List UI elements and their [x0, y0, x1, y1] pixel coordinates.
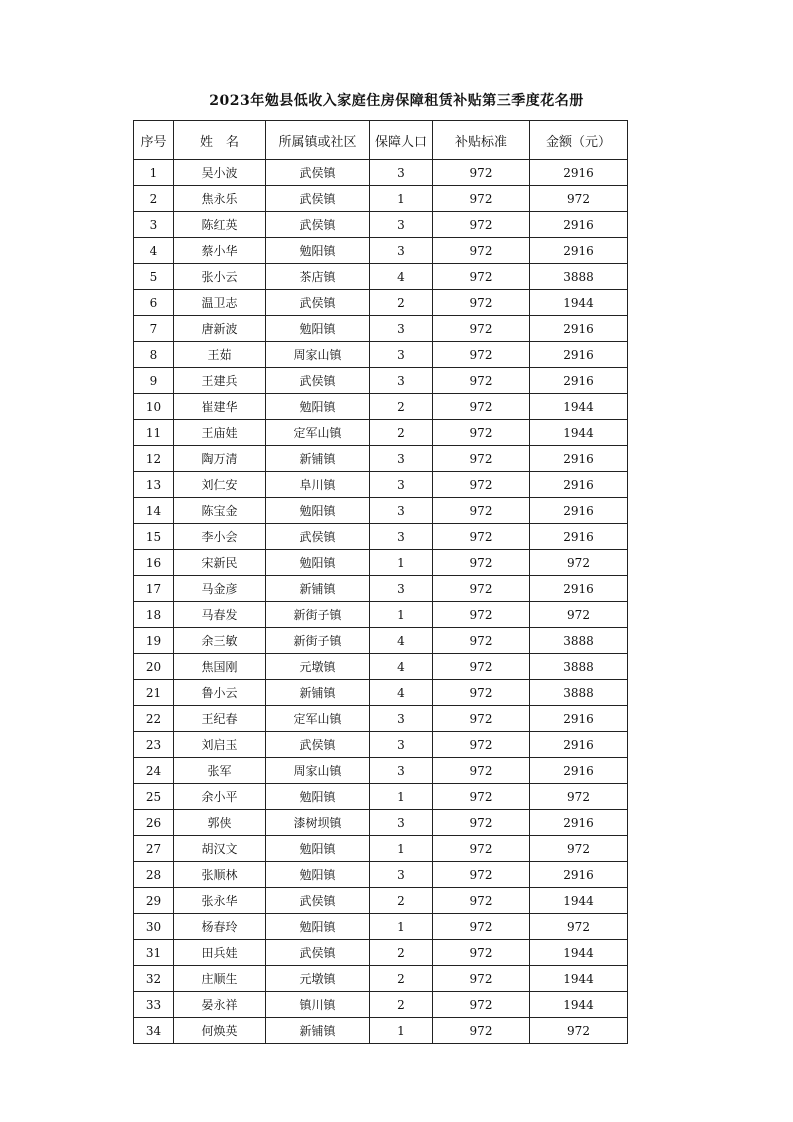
cell-name: 张永华: [174, 888, 266, 914]
cell-town: 新铺镇: [266, 576, 370, 602]
cell-name: 张顺林: [174, 862, 266, 888]
table-row: [134, 862, 628, 888]
cell-name: 余小平: [174, 784, 266, 810]
cell-index: 25: [134, 784, 174, 810]
cell-household-size: 3: [370, 576, 433, 602]
cell-index: 3: [134, 212, 174, 238]
cell-amount: 1944: [530, 420, 628, 446]
cell-town: 新街子镇: [266, 628, 370, 654]
cell-town: 武侯镇: [266, 212, 370, 238]
header-subsidy-standard: 补贴标准: [433, 121, 530, 160]
cell-town: 定军山镇: [266, 706, 370, 732]
cell-household-size: 2: [370, 888, 433, 914]
cell-town: 定军山镇: [266, 420, 370, 446]
cell-town: 勉阳镇: [266, 316, 370, 342]
cell-subsidy-standard: 972: [433, 160, 530, 186]
cell-amount: 3888: [530, 654, 628, 680]
cell-index: 20: [134, 654, 174, 680]
cell-name: 晏永祥: [174, 992, 266, 1018]
table-row: [134, 576, 628, 602]
cell-name: 陶万清: [174, 446, 266, 472]
cell-name: 焦国刚: [174, 654, 266, 680]
cell-subsidy-standard: 972: [433, 914, 530, 940]
table-row: [134, 186, 628, 212]
cell-household-size: 3: [370, 342, 433, 368]
cell-town: 武侯镇: [266, 368, 370, 394]
cell-subsidy-standard: 972: [433, 836, 530, 862]
cell-subsidy-standard: 972: [433, 706, 530, 732]
header-town: 所属镇或社区: [266, 121, 370, 160]
cell-town: 元墩镇: [266, 966, 370, 992]
cell-subsidy-standard: 972: [433, 524, 530, 550]
cell-amount: 2916: [530, 758, 628, 784]
cell-town: 武侯镇: [266, 732, 370, 758]
cell-index: 12: [134, 446, 174, 472]
cell-index: 19: [134, 628, 174, 654]
table-row: [134, 212, 628, 238]
cell-name: 田兵娃: [174, 940, 266, 966]
cell-subsidy-standard: 972: [433, 186, 530, 212]
cell-town: 勉阳镇: [266, 914, 370, 940]
cell-town: 勉阳镇: [266, 862, 370, 888]
cell-subsidy-standard: 972: [433, 1018, 530, 1044]
cell-amount: 2916: [530, 732, 628, 758]
cell-name: 余三敏: [174, 628, 266, 654]
table-header-row: [134, 121, 628, 160]
cell-amount: 1944: [530, 940, 628, 966]
table-row: [134, 810, 628, 836]
cell-amount: 972: [530, 550, 628, 576]
cell-amount: 972: [530, 836, 628, 862]
table-row: [134, 940, 628, 966]
cell-amount: 1944: [530, 290, 628, 316]
cell-index: 31: [134, 940, 174, 966]
table-row: [134, 238, 628, 264]
table-row: [134, 420, 628, 446]
cell-town: 武侯镇: [266, 160, 370, 186]
cell-household-size: 2: [370, 394, 433, 420]
cell-household-size: 3: [370, 524, 433, 550]
cell-household-size: 3: [370, 316, 433, 342]
cell-index: 29: [134, 888, 174, 914]
cell-index: 34: [134, 1018, 174, 1044]
cell-name: 焦永乐: [174, 186, 266, 212]
cell-town: 茶店镇: [266, 264, 370, 290]
table-row: [134, 888, 628, 914]
cell-index: 17: [134, 576, 174, 602]
cell-name: 张小云: [174, 264, 266, 290]
cell-subsidy-standard: 972: [433, 550, 530, 576]
cell-index: 2: [134, 186, 174, 212]
cell-household-size: 3: [370, 446, 433, 472]
cell-town: 武侯镇: [266, 888, 370, 914]
table-row: [134, 316, 628, 342]
cell-subsidy-standard: 972: [433, 264, 530, 290]
cell-household-size: 1: [370, 914, 433, 940]
cell-amount: 972: [530, 186, 628, 212]
cell-household-size: 4: [370, 680, 433, 706]
table-row: [134, 472, 628, 498]
cell-town: 新铺镇: [266, 1018, 370, 1044]
cell-index: 16: [134, 550, 174, 576]
cell-name: 马金彦: [174, 576, 266, 602]
cell-amount: 2916: [530, 810, 628, 836]
cell-town: 武侯镇: [266, 524, 370, 550]
cell-household-size: 1: [370, 1018, 433, 1044]
cell-index: 10: [134, 394, 174, 420]
header-household-size: 保障人口: [370, 121, 433, 160]
cell-name: 王纪春: [174, 706, 266, 732]
cell-index: 24: [134, 758, 174, 784]
cell-town: 勉阳镇: [266, 238, 370, 264]
cell-subsidy-standard: 972: [433, 446, 530, 472]
cell-index: 30: [134, 914, 174, 940]
cell-name: 郭侠: [174, 810, 266, 836]
cell-amount: 1944: [530, 888, 628, 914]
cell-name: 刘启玉: [174, 732, 266, 758]
cell-town: 周家山镇: [266, 758, 370, 784]
cell-town: 阜川镇: [266, 472, 370, 498]
table-row: [134, 914, 628, 940]
cell-subsidy-standard: 972: [433, 394, 530, 420]
cell-town: 新街子镇: [266, 602, 370, 628]
cell-amount: 972: [530, 1018, 628, 1044]
cell-amount: 2916: [530, 160, 628, 186]
cell-index: 9: [134, 368, 174, 394]
cell-name: 陈红英: [174, 212, 266, 238]
cell-name: 吴小波: [174, 160, 266, 186]
cell-name: 陈宝金: [174, 498, 266, 524]
header-index: 序号: [134, 121, 174, 160]
cell-subsidy-standard: 972: [433, 290, 530, 316]
cell-subsidy-standard: 972: [433, 940, 530, 966]
cell-subsidy-standard: 972: [433, 784, 530, 810]
cell-town: 新铺镇: [266, 680, 370, 706]
cell-household-size: 3: [370, 732, 433, 758]
cell-town: 武侯镇: [266, 290, 370, 316]
cell-amount: 1944: [530, 966, 628, 992]
cell-town: 勉阳镇: [266, 394, 370, 420]
table-row: [134, 160, 628, 186]
cell-index: 28: [134, 862, 174, 888]
table-row: [134, 654, 628, 680]
cell-household-size: 1: [370, 186, 433, 212]
cell-household-size: 3: [370, 212, 433, 238]
cell-household-size: 3: [370, 238, 433, 264]
cell-amount: 1944: [530, 394, 628, 420]
cell-town: 周家山镇: [266, 342, 370, 368]
cell-amount: 2916: [530, 238, 628, 264]
cell-amount: 2916: [530, 576, 628, 602]
table-row: [134, 680, 628, 706]
cell-household-size: 2: [370, 992, 433, 1018]
cell-amount: 3888: [530, 264, 628, 290]
cell-household-size: 3: [370, 498, 433, 524]
cell-town: 勉阳镇: [266, 498, 370, 524]
cell-index: 32: [134, 966, 174, 992]
cell-index: 7: [134, 316, 174, 342]
table-row: [134, 342, 628, 368]
cell-household-size: 3: [370, 706, 433, 732]
cell-name: 王建兵: [174, 368, 266, 394]
cell-index: 15: [134, 524, 174, 550]
table-row: [134, 446, 628, 472]
cell-subsidy-standard: 972: [433, 420, 530, 446]
cell-subsidy-standard: 972: [433, 680, 530, 706]
cell-index: 5: [134, 264, 174, 290]
cell-amount: 2916: [530, 368, 628, 394]
cell-amount: 972: [530, 602, 628, 628]
cell-index: 23: [134, 732, 174, 758]
table-row: [134, 550, 628, 576]
table-row: [134, 706, 628, 732]
cell-index: 26: [134, 810, 174, 836]
table-row: [134, 966, 628, 992]
cell-subsidy-standard: 972: [433, 732, 530, 758]
cell-subsidy-standard: 972: [433, 888, 530, 914]
cell-name: 鲁小云: [174, 680, 266, 706]
cell-subsidy-standard: 972: [433, 628, 530, 654]
cell-index: 14: [134, 498, 174, 524]
cell-index: 8: [134, 342, 174, 368]
cell-subsidy-standard: 972: [433, 992, 530, 1018]
table-row: [134, 602, 628, 628]
cell-index: 21: [134, 680, 174, 706]
cell-household-size: 2: [370, 290, 433, 316]
table-row: [134, 784, 628, 810]
cell-household-size: 3: [370, 862, 433, 888]
cell-name: 温卫志: [174, 290, 266, 316]
table-row: [134, 498, 628, 524]
cell-amount: 972: [530, 784, 628, 810]
cell-name: 刘仁安: [174, 472, 266, 498]
cell-town: 漆树坝镇: [266, 810, 370, 836]
table-row: [134, 290, 628, 316]
roster-table: [133, 120, 628, 1044]
table-row: [134, 1018, 628, 1044]
cell-name: 宋新民: [174, 550, 266, 576]
table-row: [134, 732, 628, 758]
cell-subsidy-standard: 972: [433, 342, 530, 368]
cell-index: 6: [134, 290, 174, 316]
cell-subsidy-standard: 972: [433, 368, 530, 394]
cell-subsidy-standard: 972: [433, 576, 530, 602]
cell-name: 王茹: [174, 342, 266, 368]
table-row: [134, 992, 628, 1018]
cell-index: 18: [134, 602, 174, 628]
cell-index: 4: [134, 238, 174, 264]
cell-household-size: 2: [370, 420, 433, 446]
table-body: [134, 160, 628, 1044]
cell-name: 李小会: [174, 524, 266, 550]
cell-household-size: 3: [370, 472, 433, 498]
cell-household-size: 3: [370, 758, 433, 784]
cell-amount: 2916: [530, 212, 628, 238]
cell-household-size: 3: [370, 810, 433, 836]
cell-name: 庄顺生: [174, 966, 266, 992]
header-amount: 金额（元）: [530, 121, 628, 160]
cell-subsidy-standard: 972: [433, 810, 530, 836]
cell-index: 13: [134, 472, 174, 498]
table-row: [134, 264, 628, 290]
table-row: [134, 758, 628, 784]
cell-town: 元墩镇: [266, 654, 370, 680]
cell-household-size: 1: [370, 602, 433, 628]
cell-amount: 3888: [530, 680, 628, 706]
page-title: 2023年勉县低收入家庭住房保障租赁补贴第三季度花名册: [209, 93, 584, 109]
cell-household-size: 4: [370, 264, 433, 290]
cell-subsidy-standard: 972: [433, 758, 530, 784]
cell-index: 33: [134, 992, 174, 1018]
cell-subsidy-standard: 972: [433, 602, 530, 628]
cell-household-size: 2: [370, 966, 433, 992]
cell-amount: 3888: [530, 628, 628, 654]
cell-town: 武侯镇: [266, 186, 370, 212]
cell-amount: 2916: [530, 446, 628, 472]
cell-index: 22: [134, 706, 174, 732]
cell-town: 武侯镇: [266, 940, 370, 966]
cell-town: 勉阳镇: [266, 836, 370, 862]
cell-subsidy-standard: 972: [433, 472, 530, 498]
cell-amount: 2916: [530, 706, 628, 732]
table-row: [134, 524, 628, 550]
table-row: [134, 628, 628, 654]
table-row: [134, 394, 628, 420]
cell-town: 新铺镇: [266, 446, 370, 472]
cell-index: 1: [134, 160, 174, 186]
cell-household-size: 4: [370, 628, 433, 654]
cell-amount: 2916: [530, 472, 628, 498]
cell-index: 11: [134, 420, 174, 446]
cell-name: 何焕英: [174, 1018, 266, 1044]
cell-household-size: 2: [370, 940, 433, 966]
cell-amount: 2916: [530, 498, 628, 524]
cell-name: 唐新波: [174, 316, 266, 342]
cell-town: 勉阳镇: [266, 784, 370, 810]
cell-household-size: 1: [370, 784, 433, 810]
cell-name: 马春发: [174, 602, 266, 628]
cell-amount: 2916: [530, 524, 628, 550]
cell-town: 勉阳镇: [266, 550, 370, 576]
cell-name: 王庙娃: [174, 420, 266, 446]
cell-subsidy-standard: 972: [433, 498, 530, 524]
cell-subsidy-standard: 972: [433, 238, 530, 264]
cell-name: 崔建华: [174, 394, 266, 420]
cell-name: 杨春玲: [174, 914, 266, 940]
cell-household-size: 4: [370, 654, 433, 680]
cell-subsidy-standard: 972: [433, 862, 530, 888]
cell-subsidy-standard: 972: [433, 654, 530, 680]
cell-name: 蔡小华: [174, 238, 266, 264]
cell-household-size: 1: [370, 836, 433, 862]
cell-amount: 2916: [530, 862, 628, 888]
cell-subsidy-standard: 972: [433, 966, 530, 992]
cell-amount: 2916: [530, 342, 628, 368]
cell-name: 胡汉文: [174, 836, 266, 862]
cell-household-size: 1: [370, 550, 433, 576]
cell-index: 27: [134, 836, 174, 862]
table-row: [134, 836, 628, 862]
cell-town: 镇川镇: [266, 992, 370, 1018]
cell-amount: 972: [530, 914, 628, 940]
table-row: [134, 368, 628, 394]
cell-subsidy-standard: 972: [433, 316, 530, 342]
cell-name: 张军: [174, 758, 266, 784]
cell-amount: 2916: [530, 316, 628, 342]
cell-subsidy-standard: 972: [433, 212, 530, 238]
cell-household-size: 3: [370, 160, 433, 186]
cell-household-size: 3: [370, 368, 433, 394]
cell-amount: 1944: [530, 992, 628, 1018]
header-name: 姓 名: [174, 121, 266, 160]
